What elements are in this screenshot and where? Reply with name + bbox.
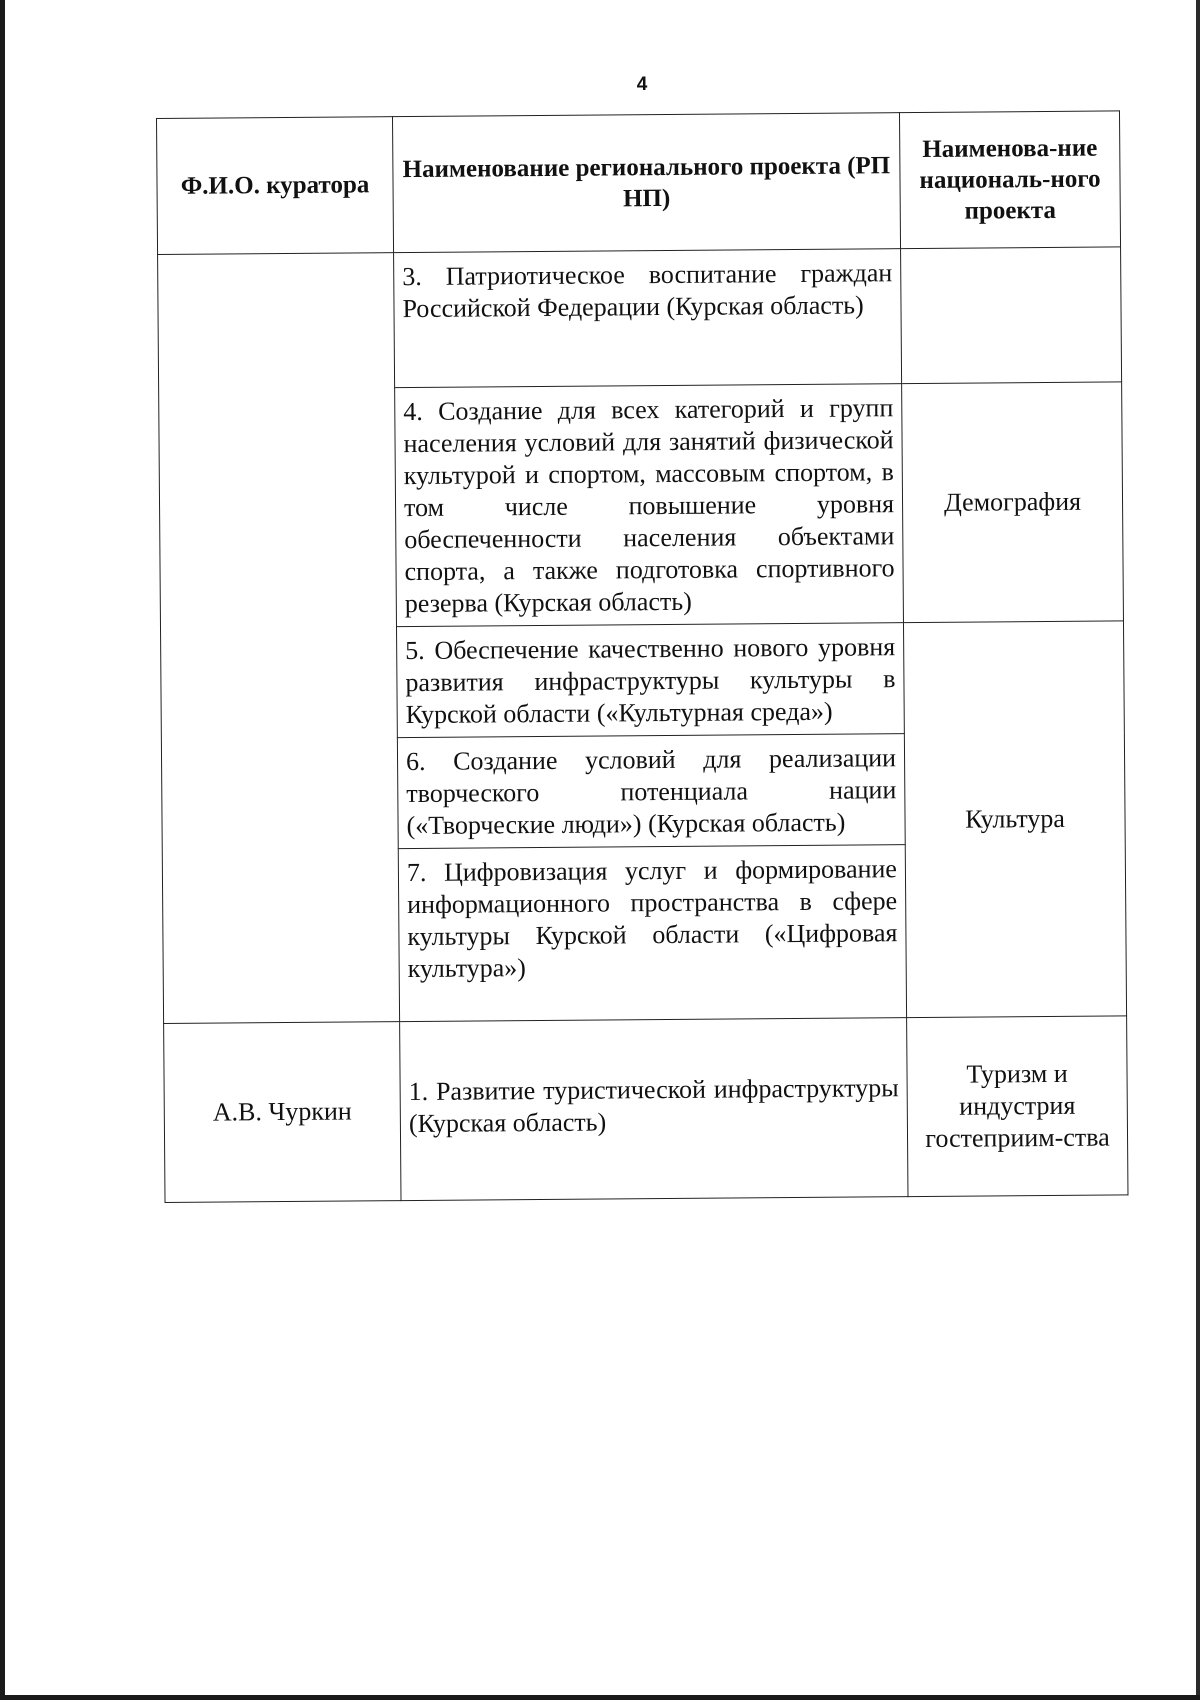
header-national: Наименова-ние националь-ного проекта — [899, 111, 1120, 249]
scan-edge-bottom — [0, 1695, 1200, 1700]
project-cell: 3. Патриотическое воспитание граждан Российской Федерации (Курская область) — [394, 249, 902, 388]
page-number: 4 — [636, 74, 648, 95]
curators-table — [156, 110, 1128, 1203]
header-project: Наименование регионального проекта (РП НП) — [392, 113, 900, 253]
header-curator: Ф.И.О. куратора — [157, 117, 394, 255]
table-row — [164, 1016, 1128, 1203]
project-cell: 1. Развитие туристической инфраструктуры (Курская область) — [400, 1018, 908, 1201]
national-project-cell: Демография — [902, 382, 1124, 623]
project-cell: 7. Цифровизация услуг и формирование информационного пространства в сфере культуры Курской области («Цифровая культура») — [398, 845, 906, 1022]
project-cell: 6. Создание условий для реализации творческого потенциала нации («Творческие люди») (Курская область) — [397, 734, 905, 849]
curator-cell-empty — [158, 253, 400, 1024]
national-project-cell-empty — [901, 247, 1122, 384]
project-cell: 5. Обеспечение качественно нового уровня развития инфраструктуры культуры в Курской области («Культурная среда») — [397, 623, 905, 738]
table-header-row — [157, 111, 1121, 255]
table-row — [158, 247, 1122, 390]
curator-cell: А.В. Чуркин — [164, 1022, 401, 1203]
national-project-cell: Туризм и индустрия гостеприим-ства — [907, 1016, 1128, 1197]
project-cell: 4. Создание для всех категорий и групп населения условий для занятий физической культурой и спортом, массовым спортом, в том числе повышение уровня обеспеченности населения объектами спорта, а также подготовка спортивного резерва (Курская область) — [395, 384, 904, 627]
scan-edge-right — [1196, 0, 1200, 1700]
scan-edge-left — [0, 0, 5, 1700]
national-project-cell: Культура — [903, 621, 1126, 1018]
